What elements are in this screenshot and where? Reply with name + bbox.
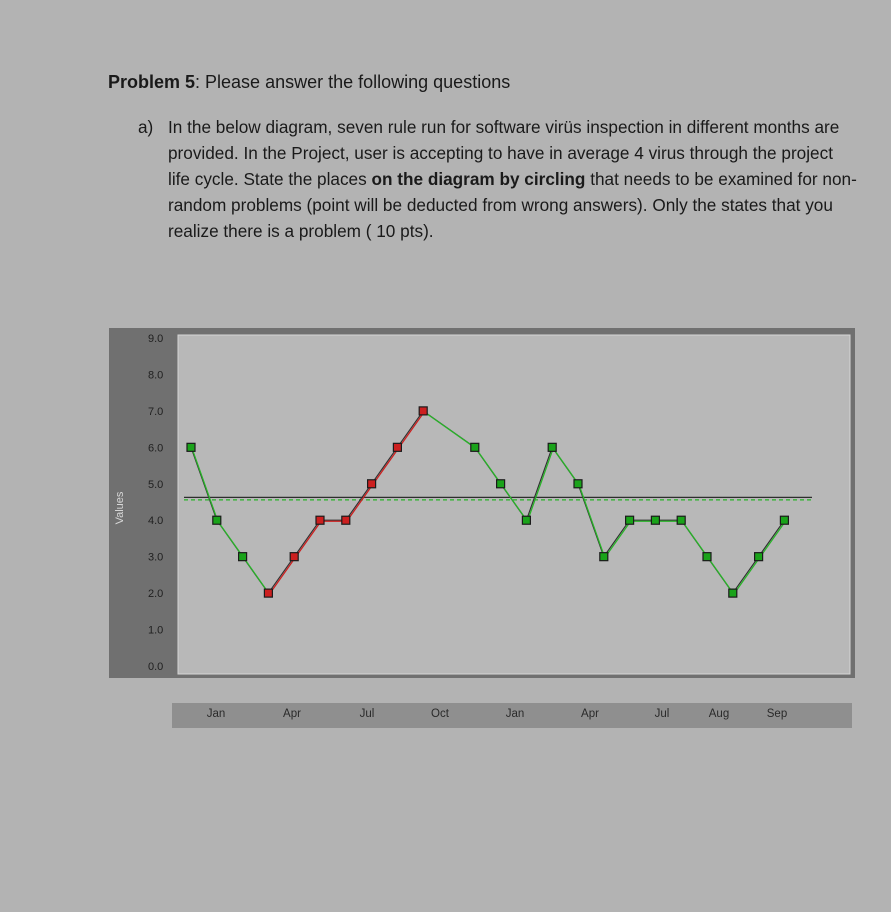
question-a-text-bold: on the diagram by circling	[371, 169, 586, 189]
data-point	[187, 443, 195, 451]
y-tick-label: 5.0	[148, 478, 164, 491]
data-point	[677, 516, 685, 524]
data-point	[755, 553, 763, 561]
data-point	[600, 553, 608, 561]
y-tick-label: 1.0	[148, 624, 164, 637]
y-tick-label: 3.0	[148, 551, 164, 564]
x-tick-label: Sep	[766, 708, 788, 720]
question-a-marker: a)	[138, 117, 154, 137]
y-tick-label: 9.0	[148, 333, 164, 345]
problem-label: Problem 5	[108, 72, 196, 92]
x-tick-label: Apr	[581, 708, 599, 720]
x-tick-label: Apr	[283, 708, 301, 720]
y-tick-label: 8.0	[148, 369, 164, 382]
data-point	[703, 553, 711, 561]
data-point	[548, 443, 556, 451]
y-tick-label: 7.0	[148, 405, 164, 418]
question-a-text-2: that needs to be examined for non-random problems (point will be deducted from wrong answers). Only the states that you realize there is a problem ( 10 pts).	[168, 169, 857, 241]
x-tick-label: Oct	[431, 708, 449, 720]
y-tick-label: 6.0	[148, 442, 164, 455]
data-point	[290, 553, 298, 561]
x-tick-label: Jan	[505, 708, 525, 720]
data-point	[729, 589, 737, 597]
x-tick-label: Jul	[359, 708, 375, 720]
plot-area	[178, 335, 850, 674]
data-point	[626, 516, 634, 524]
data-point	[239, 553, 247, 561]
y-tick-label: 2.0	[148, 588, 164, 601]
data-point	[368, 480, 376, 488]
data-point	[651, 516, 659, 524]
data-point	[419, 407, 427, 415]
data-point	[393, 443, 401, 451]
data-point	[497, 480, 505, 488]
data-point	[316, 516, 324, 524]
data-point	[471, 443, 479, 451]
y-tick-label: 0.0	[148, 661, 164, 673]
x-tick-label: Aug	[708, 708, 730, 720]
data-point	[342, 516, 350, 524]
problem-title: : Please answer the following questions	[195, 72, 511, 92]
x-tick-label: Jul	[654, 708, 670, 720]
data-point	[574, 480, 582, 488]
y-tick-label: 4.0	[148, 515, 164, 528]
x-tick-label: Jan	[206, 708, 226, 720]
data-point	[213, 516, 221, 524]
data-point	[522, 516, 530, 524]
y-axis-label: Values	[114, 491, 126, 525]
question-a-text-1: In the below diagram, seven rule run for software virüs inspection in different months are provided. In the Project, user is accepting to have in average 4 virus through the project life cycle. State the places	[168, 117, 840, 189]
data-point	[780, 516, 788, 524]
data-point	[264, 589, 272, 597]
